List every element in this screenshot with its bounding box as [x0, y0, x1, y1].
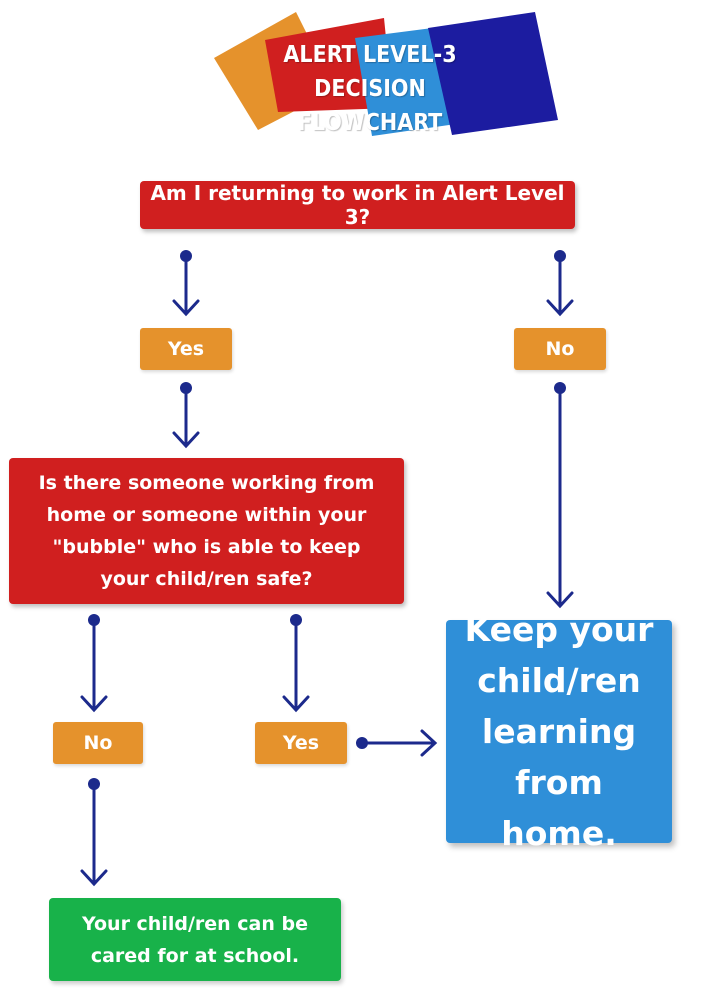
- outcome-learn-from-home: Keep your child/ren learning from home.: [446, 620, 672, 843]
- connector-yes-q2: [174, 382, 198, 446]
- connector-no-home: [548, 382, 572, 606]
- outcome-cared-at-school: Your child/ren can be cared for at school.: [49, 898, 341, 981]
- connector-yes-home: [356, 731, 435, 755]
- answer-yes-returning: Yes: [140, 328, 232, 370]
- title-line-2: FLOWCHART: [297, 110, 443, 136]
- connector-q2-no: [82, 614, 106, 710]
- connector-no-school: [82, 778, 106, 884]
- question-someone-at-home: Is there someone working from home or someone within your "bubble" who is able to keep your child/ren safe?: [9, 458, 404, 604]
- title-line-1: ALERT LEVEL-3 DECISION: [283, 42, 457, 102]
- flowchart-title: [250, 38, 490, 140]
- answer-no-someone-home: No: [53, 722, 143, 764]
- question-returning-to-work: Am I returning to work in Alert Level 3?: [140, 181, 575, 229]
- connector-q2-yes: [284, 614, 308, 710]
- answer-yes-someone-home: Yes: [255, 722, 347, 764]
- answer-no-returning: No: [514, 328, 606, 370]
- connector-q1-yes: [174, 250, 198, 314]
- connector-q1-no: [548, 250, 572, 314]
